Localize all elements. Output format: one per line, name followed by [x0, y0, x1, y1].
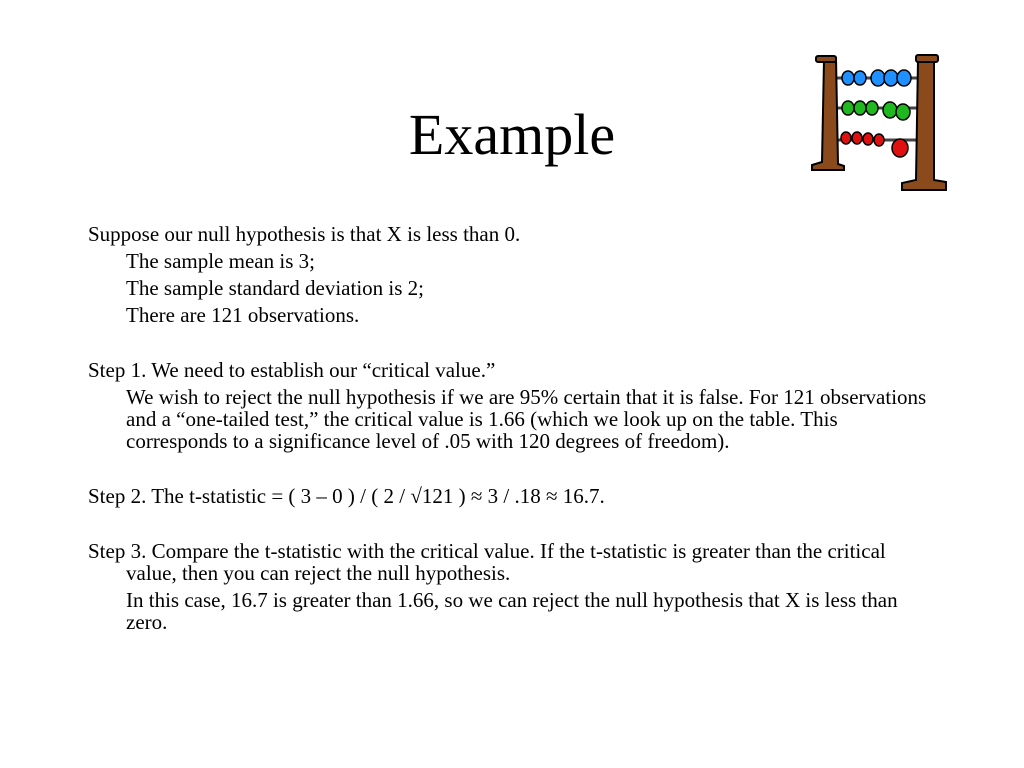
slide-body	[88, 223, 938, 633]
body-paragraph: Step 2. The t-statistic = ( 3 – 0 ) / ( 2 / √121 ) ≈ 3 / .18 ≈ 16.7.	[88, 484, 605, 508]
body-paragraph: Step 1. We need to establish our “critical value.”	[88, 358, 496, 382]
body-subparagraph: We wish to reject the null hypothesis if we are 95% certain that it is false. For 121 observations and a “one-tailed test,” the critical value is 1.66 (which we look up on the table. This corresponds to a significance level of .05 with 120 degrees of freedom).	[126, 385, 927, 453]
body-subparagraph: In this case, 16.7 is greater than 1.66, so we can reject the null hypothesis that X is less than zero.	[126, 588, 898, 634]
body-subparagraph: There are 121 observations.	[126, 303, 360, 327]
slide-title: Example	[408, 102, 616, 167]
body-paragraph: Step 3. Compare the t-statistic with the critical value. If the t-statistic is greater than the critical value, then you can reject the null hypothesis.	[88, 539, 886, 585]
body-paragraph: Suppose our null hypothesis is that X is less than 0.	[88, 222, 521, 246]
abacus-icon	[806, 52, 952, 200]
body-subparagraph: The sample standard deviation is 2;	[126, 276, 425, 300]
body-subparagraph: The sample mean is 3;	[126, 249, 315, 273]
